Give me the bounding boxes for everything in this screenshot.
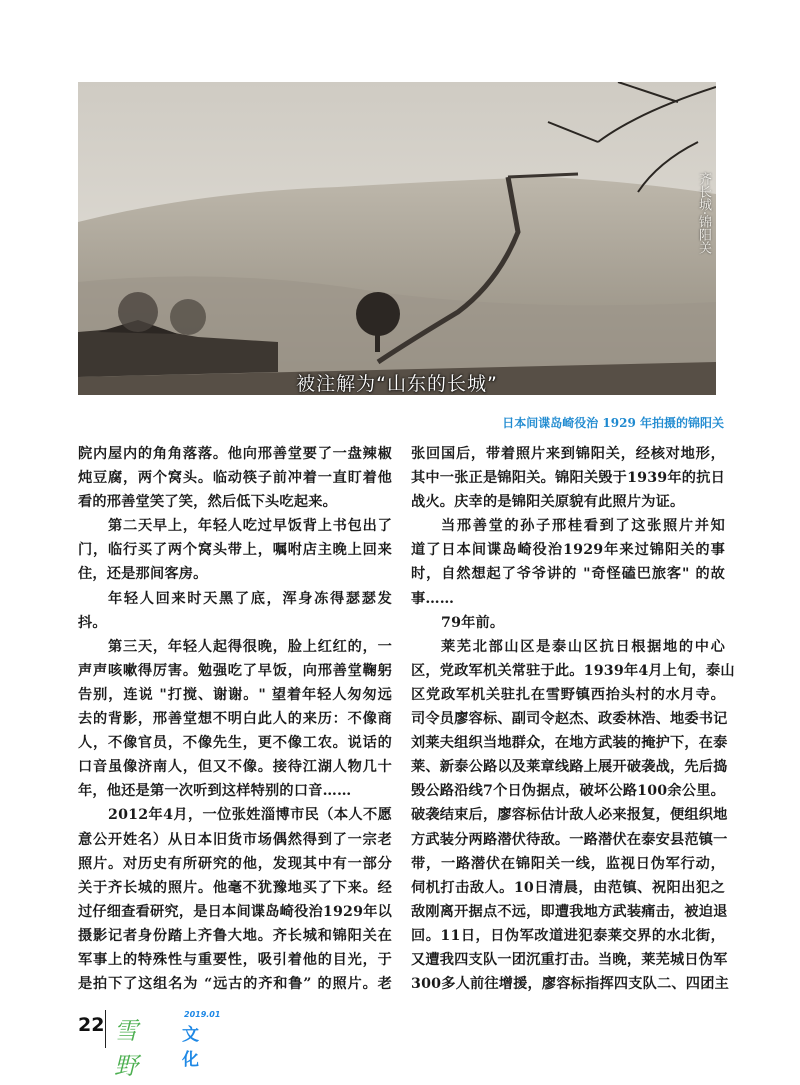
text-line: 照片。对历史有所研究的他，发现其中有一部分 bbox=[78, 855, 392, 872]
text-line: 区，党政军机关常驻于此。1939年4月上旬，泰山 bbox=[411, 662, 735, 679]
photo-caption: 日本间谍岛崎役治 1929 年拍摄的锦阳关 bbox=[502, 416, 724, 430]
text-line: 过仔细查看研究，是日本间谍岛崎役治1929年以 bbox=[78, 903, 392, 920]
text-line: 2012年4月，一位张姓淄博市民（本人不愿 bbox=[108, 807, 392, 824]
magazine-logo-name: 雪野 bbox=[114, 1017, 144, 1080]
text-line: 第三天，年轻人起得很晚，脸上红红的，一 bbox=[108, 638, 392, 655]
text-line: 回。11日，日伪军改道进犯泰莱交界的水北街， bbox=[411, 927, 725, 944]
footer-divider bbox=[105, 1010, 106, 1048]
text-line: 摄影记者身份踏上齐鲁大地。齐长城和锦阳关在 bbox=[78, 927, 392, 944]
text-line: 伺机打击敌人。10日清晨，由范镇、祝阳出犯之 bbox=[411, 879, 725, 896]
historical-photo-jinyang-pass bbox=[78, 82, 716, 395]
text-line: 看的邢善堂笑了笑，然后低下头吃起来。 bbox=[78, 494, 337, 511]
page-number: 22 bbox=[78, 1014, 105, 1036]
text-column-left bbox=[78, 442, 392, 996]
text-line: 300多人前往增援，廖容标指挥四支队二、四团主 bbox=[411, 976, 729, 993]
text-line: 时，自然想起了爷爷讲的 "奇怪磕巴旅客" 的故 bbox=[411, 566, 725, 583]
photo-overlay-caption: 被注解为“山东的长城” bbox=[296, 373, 498, 395]
text-line: 莱芜北部山区是泰山区抗日根据地的中心 bbox=[441, 638, 725, 655]
text-line: 带，一路潜伏在锦阳关一线，监视日伪军行动， bbox=[411, 855, 725, 872]
text-line: 刘莱夫组织当地群众，在地方武装的掩护下，在泰 bbox=[411, 735, 728, 752]
text-line: 毁公路沿线7个日伪据点，破坏公路100余公里。 bbox=[411, 783, 725, 800]
text-line: 年，他还是第一次听到这样特别的口音…… bbox=[78, 783, 352, 800]
photo-landscape-illustration bbox=[78, 82, 716, 395]
magazine-logo-suffix: 文化 bbox=[182, 1025, 199, 1070]
text-line: 莱、新泰公路以及莱章线路上展开破袭战，先后捣 bbox=[411, 759, 728, 776]
text-line: 关于齐长城的照片。他毫不犹豫地买了下来。经 bbox=[78, 879, 392, 896]
text-line: 人，不像官员，不像先生，更不像工农。说话的 bbox=[78, 735, 392, 752]
text-line: 战火。庆幸的是锦阳关原貌有此照片为证。 bbox=[411, 494, 685, 511]
text-line: 张回国后，带着照片来到锦阳关，经核对地形， bbox=[411, 446, 725, 462]
text-line: 司令员廖容标、副司令赵杰、政委林浩、地委书记 bbox=[411, 711, 728, 728]
text-line: 口音虽像济南人，但又不像。接待江湖人物几十 bbox=[78, 759, 392, 776]
text-line: 其中一张正是锦阳关。锦阳关毁于1939年的抗日 bbox=[411, 470, 725, 487]
text-line: 道了日本间谍岛崎役治1929年来过锦阳关的事 bbox=[411, 542, 725, 559]
text-line: 抖。 bbox=[78, 614, 107, 631]
text-column-right bbox=[411, 442, 735, 996]
text-line: 79年前。 bbox=[441, 614, 505, 631]
text-line: 当邢善堂的孙子邢桂看到了这张照片并知 bbox=[441, 518, 725, 535]
text-line: 去的背影，邢善堂想不明白此人的来历：不像商 bbox=[78, 711, 392, 728]
text-line: 方武装分两路潜伏待敌。一路潜伏在泰安县范镇一 bbox=[411, 831, 728, 848]
text-line: 破袭结束后，廖容标估计敌人必来报复，便组织地 bbox=[411, 807, 728, 824]
text-line: 又遭我四支队一团沉重打击。当晚，莱芜城日伪军 bbox=[411, 951, 728, 968]
photo-side-label: 齐长城·锦阳关 bbox=[696, 172, 711, 255]
text-line: 是拍下了这组名为 “远古的齐和鲁” 的照片。老 bbox=[78, 976, 392, 993]
text-line: 年轻人回来时天黑了底，浑身冻得瑟瑟发 bbox=[108, 590, 392, 607]
text-line: 敌刚离开据点不远，即遭我地方武装痛击，被迫退 bbox=[411, 903, 728, 920]
text-line: 军事上的特殊性与重要性，吸引着他的目光，于 bbox=[78, 951, 392, 968]
text-line: 第二天早上，年轻人吃过早饭背上书包出了 bbox=[108, 518, 392, 535]
magazine-issue: 2019.01 bbox=[184, 1010, 221, 1019]
text-line: 院内屋内的角角落落。他向邢善堂要了一盘辣椒 bbox=[78, 446, 392, 462]
text-line: 炖豆腐，两个窝头。临动筷子前冲着一直盯着他 bbox=[78, 470, 392, 487]
text-line: 事…… bbox=[411, 590, 455, 607]
text-line: 门，临行买了两个窝头带上，嘱咐店主晚上回来 bbox=[78, 542, 392, 559]
text-line: 住，还是那间客房。 bbox=[78, 566, 208, 583]
text-line: 声声咳嗽得厉害。勉强吃了早饭，向邢善堂鞠躬 bbox=[78, 662, 392, 679]
text-line: 告别，连说 "打搅、谢谢。" 望着年轻人匆匆远 bbox=[78, 686, 392, 703]
text-line: 区党政军机关驻扎在雪野镇西抬头村的水月寺。 bbox=[411, 686, 725, 703]
text-line: 意公开姓名）从日本旧货市场偶然得到了一宗老 bbox=[78, 831, 392, 848]
